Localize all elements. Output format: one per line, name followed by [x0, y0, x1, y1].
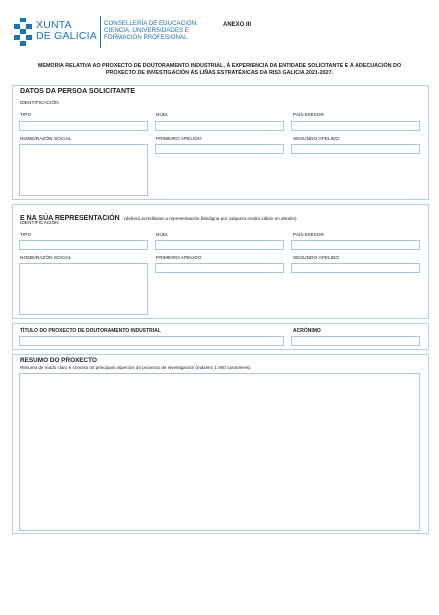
applicant-num-field[interactable]: [155, 121, 284, 131]
project-summary-note: Resuma de modo claro e conciso os principais aspectos do proxecto de investigación (máximo 1.000 caracteres).: [20, 365, 252, 370]
title-line-2: PROXECTO DE INVESTIGACIÓN ÁS LIÑAS ESTRATÉXICAS DA RIS3 GALICIA 2021-2027.: [105, 70, 334, 76]
logo-line-2: DE GALICIA: [36, 30, 97, 42]
dept-line-2: CIENCIA, UNIVERSIDADES E: [104, 27, 189, 34]
dept-line-3: FORMACIÓN PROFESIONAL: [104, 34, 188, 41]
xunta-logo: [14, 16, 99, 48]
rep-surname1-field[interactable]: [155, 263, 284, 273]
applicant-num-label: NÚM.: [156, 113, 169, 118]
applicant-type-field[interactable]: [19, 121, 148, 131]
dept-line-1: CONSELLERÍA DE EDUCACIÓN,: [104, 20, 198, 27]
rep-type-label: TIPO: [20, 233, 32, 238]
rep-country-label: PAÍS EMISOR: [293, 233, 324, 238]
rep-num-field[interactable]: [155, 240, 284, 250]
applicant-section-title: DATOS DA PERSOA SOLICITANTE: [20, 88, 135, 95]
logo-separator: [100, 16, 101, 48]
project-summary-field[interactable]: [19, 373, 420, 531]
applicant-country-field[interactable]: [291, 121, 420, 131]
applicant-country-label: PAÍS EMISOR: [293, 113, 324, 118]
applicant-surname2-label: SEGUNDO APELIDO: [293, 137, 340, 142]
applicant-type-label: TIPO: [20, 113, 32, 118]
rep-name-label: NOME/RAZÓN SOCIAL: [20, 256, 72, 261]
applicant-name-field[interactable]: [19, 144, 148, 196]
representative-note: (deberá acreditarse a representación fidedigna por calquera medio válido en dereito): [124, 216, 297, 221]
project-title-label: TÍTULO DO PROXECTO DE DOUTORAMENTO INDUSTRIAL: [20, 328, 161, 334]
acronym-field[interactable]: [291, 336, 420, 346]
rep-type-field[interactable]: [19, 240, 148, 250]
department-name: [104, 20, 198, 41]
project-summary-title: RESUMO DO PROXECTO: [20, 357, 97, 364]
rep-country-field[interactable]: [291, 240, 420, 250]
rep-surname2-field[interactable]: [291, 263, 420, 273]
rep-surname2-label: SEGUNDO APELIDO: [293, 256, 340, 261]
representative-section-title: E NA SÚA REPRESENTACIÓN: [20, 215, 120, 222]
xunta-emblem-icon: [14, 18, 32, 46]
applicant-surname1-label: PRIMEIRO APELIDO: [156, 137, 202, 142]
rep-identification-label: IDENTIFICACIÓN: [20, 221, 59, 226]
document-title: [10, 63, 429, 77]
project-title-field[interactable]: [19, 336, 284, 346]
applicant-identification-label: IDENTIFICACIÓN: [20, 101, 59, 106]
applicant-surname2-field[interactable]: [291, 144, 420, 154]
acronym-label: ACRÓNIMO: [293, 328, 321, 334]
rep-num-label: NÚM.: [156, 233, 169, 238]
applicant-surname1-field[interactable]: [155, 144, 284, 154]
logo-text: [36, 20, 97, 42]
representative-section-header: [20, 207, 297, 225]
logo-line-1: XUNTA: [36, 19, 72, 31]
rep-name-field[interactable]: [19, 263, 148, 315]
title-line-1: MEMORIA RELATIVA AO PROXECTO DE DOUTORAMENTO INDUSTRIAL, Á EXPERIENCIA DA ENTIDADE SOLICITANTE E Á ADECUACIÓN DO: [37, 63, 402, 69]
applicant-name-label: NOME/RAZÓN SOCIAL: [20, 137, 72, 142]
rep-surname1-label: PRIMEIRO APELIDO: [156, 256, 202, 261]
annex-label: ANEXO III: [223, 22, 252, 28]
